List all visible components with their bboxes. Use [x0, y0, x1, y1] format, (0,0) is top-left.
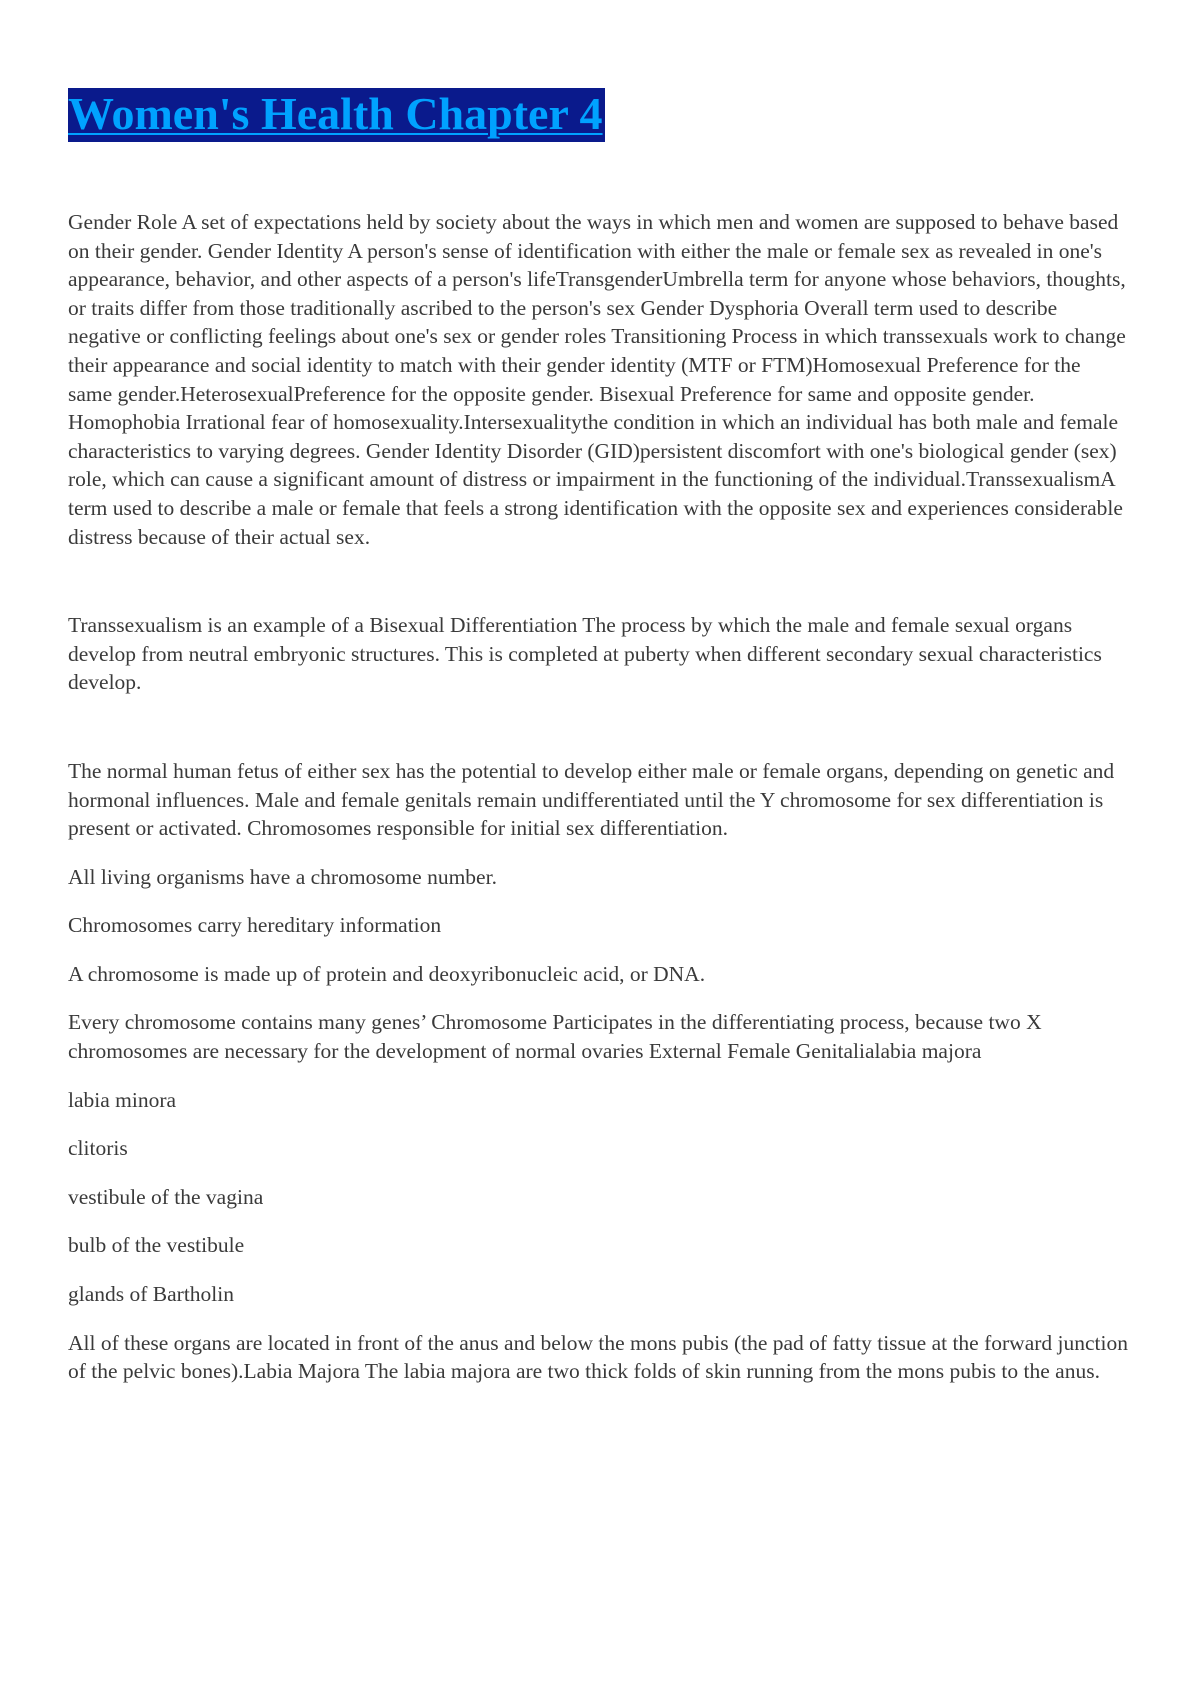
list-item-vestibule: vestibule of the vagina — [68, 1184, 264, 1209]
document-title: Women's Health Chapter 4 — [68, 88, 605, 142]
paragraph-labia-majora: All of these organs are located in front of the anus and below the mons pubis (the pad of fatty tissue at the forward junction of the pelvic bones).Labia Majora The labia majora are two thick folds of skin running from the mons pubis to the anus. — [68, 1330, 1128, 1384]
list-item-labia-minora: labia minora — [68, 1087, 177, 1112]
list-item-clitoris: clitoris — [68, 1136, 128, 1161]
paragraph-gender-definitions: Gender Role A set of expectations held by society about the ways in which men and women are supposed to behave based on their gender. Gender Identity A person's sense of identification with either the male or female sex as revealed in one's appearance, behavior, and other aspects of a person's lifeTransgenderUmbrella term for anyone whose behaviors, thoughts, or traits differ from those traditionally ascribed to the person's sex Gender Dysphoria Overall term used to describe negative or conflicting feelings about one's sex or gender roles Transitioning Process in which transsexuals work to change their appearance and social identity to match with their gender identity (MTF or FTM)Homosexual Preference for the same gender.HeterosexualPreference for the opposite gender. Bisexual Preference for same and opposite gender. Homophobia Irrational fear of homosexuality.Intersexualitythe condition in which an individual has both male and female characteristics to varying degrees. Gender Identity Disorder (GID)persistent discomfort with one's biological gender (sex) role, which can cause a significant amount of distress or impairment in the functioning of the individual.TranssexualismA term used to describe a male or female that feels a strong identification with the opposite sex and experiences considerable distress because of their actual sex. — [68, 210, 1126, 549]
paragraph-differentiation: Transsexualism is an example of a Bisexual Differentiation The process by which the male and female sexual organs develop from neutral embryonic structures. This is completed at puberty when different secondary sexual characteristics develop. — [68, 613, 1102, 695]
paragraph-hereditary-info: Chromosomes carry hereditary information — [68, 913, 442, 938]
document-page — [68, 88, 1128, 1386]
list-item-bartholin: glands of Bartholin — [68, 1282, 235, 1307]
list-item-bulb: bulb of the vestibule — [68, 1233, 245, 1258]
paragraph-fetus-development: The normal human fetus of either sex has the potential to develop either male or female organs, depending on genetic and hormonal influences. Male and female genitals remain undifferentiated until the Y chromosome for sex differentiation is present or activated. Chromosomes responsible for initial sex differentiation. — [68, 758, 1115, 841]
paragraph-genes: Every chromosome contains many genes’ Chromosome Participates in the differentiating process, because two X chromosomes are necessary for the development of normal ovaries External Female Genitalialabia majora — [68, 1010, 1042, 1064]
paragraph-chromosome-dna: A chromosome is made up of protein and deoxyribonucleic acid, or DNA. — [68, 961, 706, 986]
paragraph-chromosome-number: All living organisms have a chromosome number. — [68, 864, 497, 889]
chromosome-and-genitalia-notes — [68, 863, 1128, 1386]
